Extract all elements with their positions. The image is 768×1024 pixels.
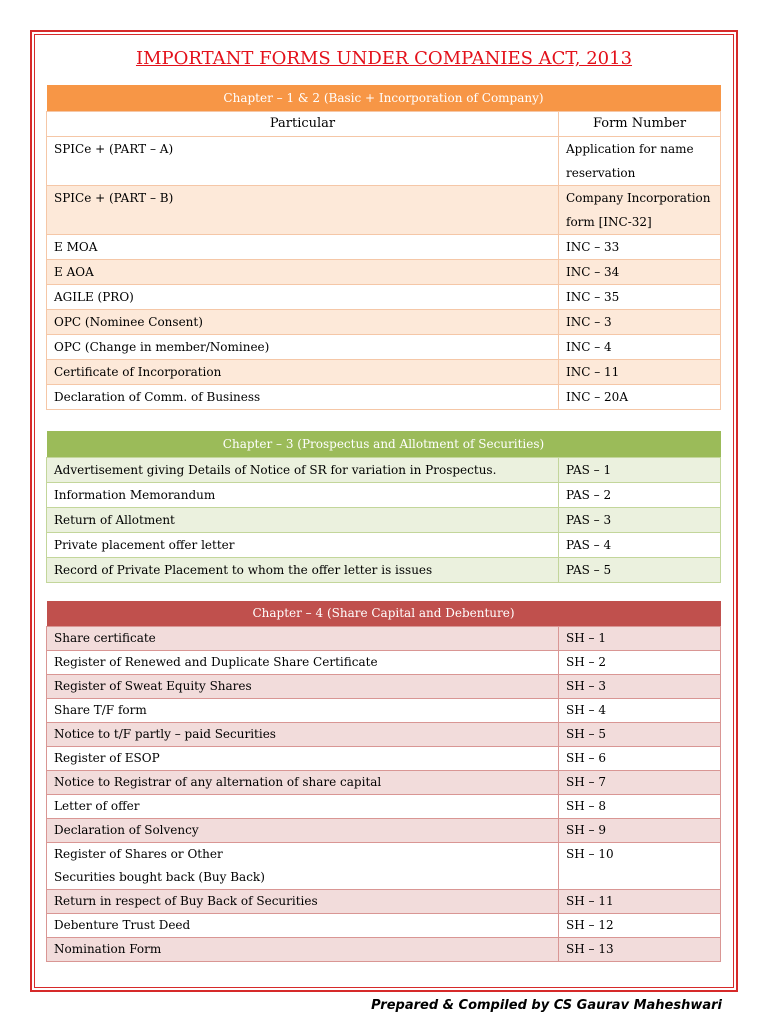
form-number-cell: PAS – 5 xyxy=(559,558,721,583)
particular-cell: Register of Renewed and Duplicate Share Certificate xyxy=(47,651,559,675)
form-number-cell xyxy=(559,186,721,235)
particular-cell xyxy=(47,843,559,890)
table-row xyxy=(47,385,721,410)
particular-cell: Register of Sweat Equity Shares xyxy=(47,675,559,699)
form-number-line: Application for name xyxy=(566,142,694,156)
forms-table-chapter-4 xyxy=(46,601,721,962)
particular-cell: E AOA xyxy=(47,260,559,285)
table-row xyxy=(47,508,721,533)
form-number-cell: SH – 9 xyxy=(559,819,721,843)
table-row xyxy=(47,458,721,483)
table-row xyxy=(47,335,721,360)
form-number-cell: PAS – 1 xyxy=(559,458,721,483)
particular-cell: Record of Private Placement to whom the offer letter is issues xyxy=(47,558,559,583)
table-row xyxy=(47,699,721,723)
particular-line: Register of Shares or Other xyxy=(54,847,223,861)
form-number-cell: SH – 2 xyxy=(559,651,721,675)
particular-cell: Return in respect of Buy Back of Securities xyxy=(47,890,559,914)
particular-cell: Notice to Registrar of any alternation of share capital xyxy=(47,771,559,795)
form-number-cell: SH – 4 xyxy=(559,699,721,723)
table-row xyxy=(47,771,721,795)
particular-cell: Declaration of Solvency xyxy=(47,819,559,843)
particular-cell: Private placement offer letter xyxy=(47,533,559,558)
table-heading-row xyxy=(47,85,721,112)
table-row xyxy=(47,533,721,558)
form-number-cell: INC – 20A xyxy=(559,385,721,410)
document-title: IMPORTANT FORMS UNDER COMPANIES ACT, 2013 xyxy=(135,48,633,69)
particular-cell: Debenture Trust Deed xyxy=(47,914,559,938)
table-row xyxy=(47,747,721,771)
particular-cell: OPC (Nominee Consent) xyxy=(47,310,559,335)
form-number-cell: INC – 3 xyxy=(559,310,721,335)
forms-table-chapter-1-2 xyxy=(46,85,721,410)
form-number-cell: INC – 4 xyxy=(559,335,721,360)
particular-cell: AGILE (PRO) xyxy=(47,285,559,310)
form-number-cell: SH – 7 xyxy=(559,771,721,795)
form-number-cell: SH – 6 xyxy=(559,747,721,771)
particular-cell: OPC (Change in member/Nominee) xyxy=(47,335,559,360)
particular-cell: SPICe + (PART – A) xyxy=(47,137,559,186)
table-row xyxy=(47,890,721,914)
table-row xyxy=(47,819,721,843)
form-number-cell: INC – 34 xyxy=(559,260,721,285)
table-row xyxy=(47,938,721,962)
table-heading-row xyxy=(47,431,721,458)
particular-cell: Notice to t/F partly – paid Securities xyxy=(47,723,559,747)
form-number-cell: INC – 35 xyxy=(559,285,721,310)
table-row xyxy=(47,558,721,583)
form-number-cell: SH – 11 xyxy=(559,890,721,914)
table-row xyxy=(47,914,721,938)
form-number-cell: INC – 11 xyxy=(559,360,721,385)
table-row xyxy=(47,843,721,890)
table-row xyxy=(47,795,721,819)
form-number-cell: SH – 8 xyxy=(559,795,721,819)
form-number-cell: PAS – 3 xyxy=(559,508,721,533)
table-row xyxy=(47,723,721,747)
table-row xyxy=(47,360,721,385)
form-number-cell: PAS – 2 xyxy=(559,483,721,508)
table-row xyxy=(47,310,721,335)
form-number-line: Company Incorporation xyxy=(566,191,711,205)
chapter-heading: Chapter – 1 & 2 (Basic + Incorporation of Company) xyxy=(47,85,721,112)
table-row xyxy=(47,285,721,310)
form-number-cell: SH – 5 xyxy=(559,723,721,747)
form-number-cell: SH – 1 xyxy=(559,627,721,651)
table-row xyxy=(47,675,721,699)
particular-cell: Share certificate xyxy=(47,627,559,651)
particular-cell: E MOA xyxy=(47,235,559,260)
particular-cell: Advertisement giving Details of Notice of SR for variation in Prospectus. xyxy=(47,458,559,483)
form-number-cell: SH – 3 xyxy=(559,675,721,699)
column-header-row xyxy=(47,112,721,137)
table-row xyxy=(47,186,721,235)
particular-cell: Certificate of Incorporation xyxy=(47,360,559,385)
form-number-cell: PAS – 4 xyxy=(559,533,721,558)
table-row xyxy=(47,483,721,508)
table-row xyxy=(47,260,721,285)
footer-credit: Prepared & Compiled by CS Gaurav Maheshwari xyxy=(371,998,722,1013)
table-row xyxy=(47,235,721,260)
table-row xyxy=(47,651,721,675)
table-row xyxy=(47,137,721,186)
particular-cell: Register of ESOP xyxy=(47,747,559,771)
table-heading-row xyxy=(47,601,721,627)
column-header-form-number: Form Number xyxy=(559,112,721,137)
particular-line: Securities bought back (Buy Back) xyxy=(54,870,265,884)
particular-cell: Information Memorandum xyxy=(47,483,559,508)
form-number-cell: SH – 13 xyxy=(559,938,721,962)
form-number-line: form [INC-32] xyxy=(566,215,652,229)
forms-table-chapter-3 xyxy=(46,431,721,583)
particular-cell: Return of Allotment xyxy=(47,508,559,533)
particular-cell: Nomination Form xyxy=(47,938,559,962)
form-number-cell xyxy=(559,137,721,186)
particular-cell: Declaration of Comm. of Business xyxy=(47,385,559,410)
column-header-particular: Particular xyxy=(47,112,559,137)
form-number-cell: SH – 12 xyxy=(559,914,721,938)
chapter-heading: Chapter – 4 (Share Capital and Debenture) xyxy=(47,601,721,627)
particular-cell: Share T/F form xyxy=(47,699,559,723)
form-number-cell: INC – 33 xyxy=(559,235,721,260)
particular-cell: SPICe + (PART – B) xyxy=(47,186,559,235)
particular-cell: Letter of offer xyxy=(47,795,559,819)
form-number-cell: SH – 10 xyxy=(559,843,721,890)
chapter-heading: Chapter – 3 (Prospectus and Allotment of Securities) xyxy=(47,431,721,458)
table-row xyxy=(47,627,721,651)
form-number-line: reservation xyxy=(566,166,636,180)
